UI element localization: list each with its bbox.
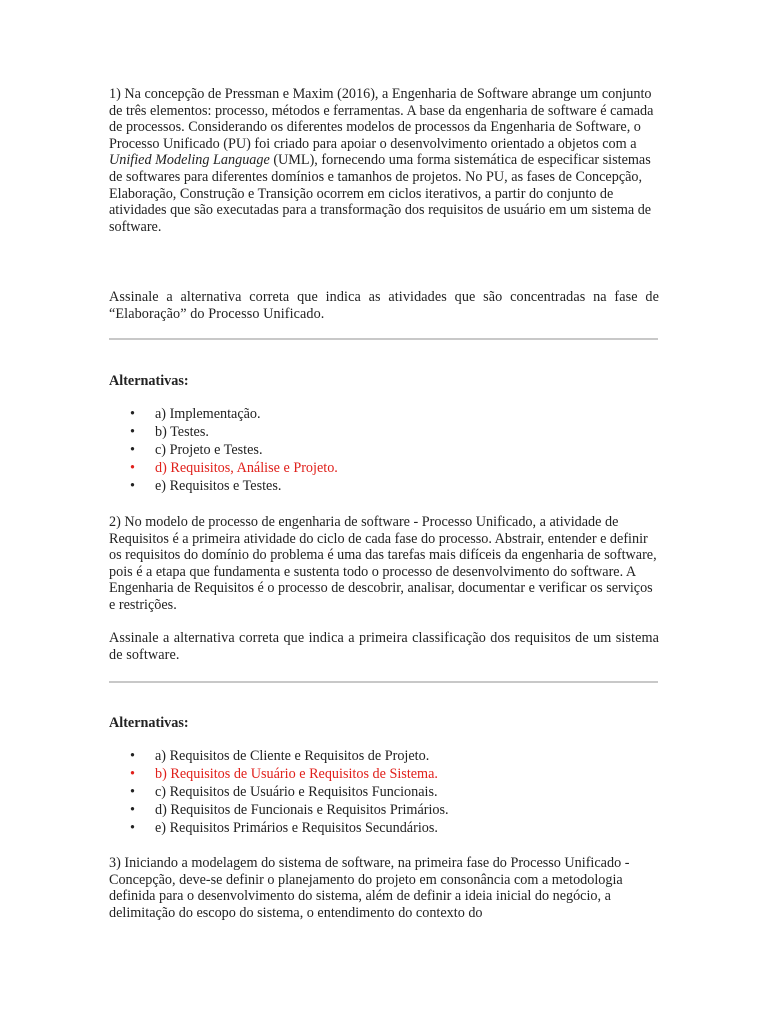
- question-1-option-d[interactable]: [109, 459, 338, 477]
- option-label: c) Projeto e Testes.: [155, 442, 263, 458]
- bullet-icon: •: [130, 478, 135, 494]
- question-1-text-part2: (UML), fornecendo uma forma sistemática de especificar sistemas de softwares para diferentes domínios e tamanhos de projetos. No PU, as fases de Concepção, Elaboração, Construção e Transição ocorrem em ciclos iterativos, a partir do conjunto de atividades que são executadas para a transformação dos requisitos de usuário em um sistema de software.: [109, 152, 652, 235]
- question-3-text-body: 3) Iniciando a modelagem do sistema de software, na primeira fase do Processo Unificado - Concepção, deve-se definir o planejamento do projeto em consonância com a metodologia definida para o desenvolvimento do sistema, além de definir a ideia inicial do negócio, a delimitação do escopo do sistema, o entendimento do contexto do: [109, 855, 630, 921]
- bullet-icon: •: [130, 406, 135, 422]
- option-label: c) Requisitos de Usuário e Requisitos Funcionais.: [155, 784, 438, 800]
- question-1-option-b[interactable]: [109, 423, 338, 441]
- question-1-prompt-text: Assinale a alternativa correta que indica as atividades que são concentradas na fase de “Elaboração” do Processo Unificado.: [109, 289, 659, 322]
- question-1-prompt: [109, 289, 659, 322]
- option-label: a) Requisitos de Cliente e Requisitos de Projeto.: [155, 748, 430, 764]
- option-label: d) Requisitos, Análise e Projeto.: [155, 460, 338, 476]
- question-1-option-a[interactable]: [109, 405, 338, 423]
- question-1-text: [109, 86, 659, 235]
- question-2-text-body: 2) No modelo de processo de engenharia de software - Processo Unificado, a atividade de Requisitos é a primeira atividade do ciclo de cada fase do processo. Abstrair, entender e definir os requisitos do domínio do problema é uma das tarefas mais difíceis da engenharia de software, pois é a etapa que fundamenta e sustenta todo o processo de desenvolvimento do software. A Engenharia de Requisitos é o processo de descobrir, analisar, documentar e verificar os serviços e restrições.: [109, 514, 657, 613]
- option-label: d) Requisitos de Funcionais e Requisitos Primários.: [155, 802, 449, 818]
- option-label: a) Implementação.: [155, 406, 261, 422]
- bullet-icon: •: [130, 784, 135, 800]
- question-2-text: [109, 514, 659, 614]
- divider-2: [109, 681, 658, 683]
- bullet-icon: •: [130, 766, 135, 782]
- divider-1: [109, 338, 658, 340]
- bullet-icon: •: [130, 802, 135, 818]
- question-1-option-e[interactable]: [109, 477, 338, 495]
- question-1-emphasis: Unified Modeling Language: [109, 152, 270, 169]
- question-1-options: [109, 405, 338, 495]
- question-3-text: [109, 855, 659, 921]
- question-2-alternatives-title: Alternativas:: [109, 715, 189, 731]
- bullet-icon: •: [130, 460, 135, 476]
- bullet-icon: •: [130, 442, 135, 458]
- question-2-option-a[interactable]: [109, 747, 449, 765]
- question-1-text-part1: 1) Na concepção de Pressman e Maxim (2016), a Engenharia de Software abrange um conjunto de três elementos: processo, métodos e ferramentas. A base da engenharia de software é camada de processos. Considerando os diferentes modelos de processos da Engenharia de Software, o Processo Unificado (PU) foi criado para apoiar o desenvolvimento orientado a objetos com a: [109, 86, 654, 152]
- question-2-options: [109, 747, 449, 837]
- bullet-icon: •: [130, 424, 135, 440]
- option-label: b) Testes.: [155, 424, 209, 440]
- option-label: b) Requisitos de Usuário e Requisitos de Sistema.: [155, 766, 438, 782]
- question-1-alternatives-title: Alternativas:: [109, 373, 189, 389]
- question-2-option-b[interactable]: [109, 765, 449, 783]
- option-label: e) Requisitos e Testes.: [155, 478, 282, 494]
- question-2-prompt: [109, 630, 659, 663]
- bullet-icon: •: [130, 748, 135, 764]
- question-1-option-c[interactable]: [109, 441, 338, 459]
- option-label: e) Requisitos Primários e Requisitos Secundários.: [155, 820, 438, 836]
- question-2-option-e[interactable]: [109, 819, 449, 837]
- bullet-icon: •: [130, 820, 135, 836]
- question-2-prompt-text: Assinale a alternativa correta que indica a primeira classificação dos requisitos de um sistema de software.: [109, 630, 659, 663]
- question-2-option-c[interactable]: [109, 783, 449, 801]
- question-2-option-d[interactable]: [109, 801, 449, 819]
